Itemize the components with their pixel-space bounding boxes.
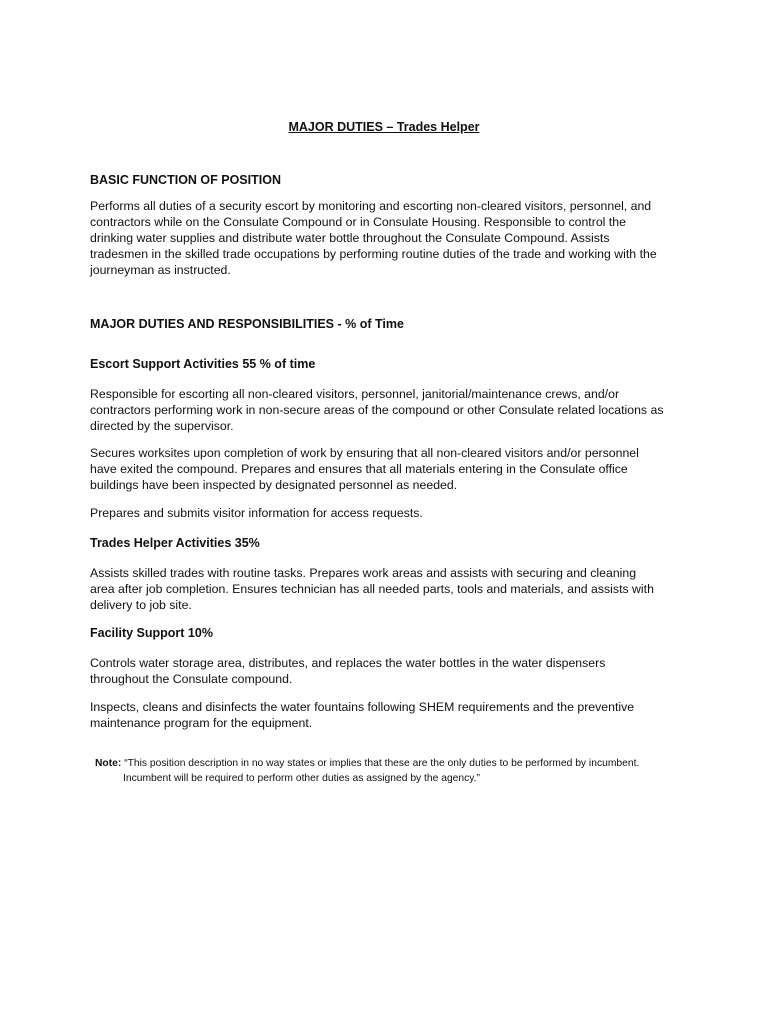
text-line: tradesmen in the skilled trade occupations by performing routine duties of the trade and working with the bbox=[90, 247, 657, 261]
text-line: Responsible for escorting all non-cleared visitors, personnel, janitorial/maintenance crews, and/or bbox=[90, 387, 620, 401]
text-line: buildings have been inspected by designated personnel as needed. bbox=[90, 478, 458, 492]
text-line: Secures worksites upon completion of work by ensuring that all non-cleared visitors and/or personnel bbox=[90, 446, 639, 460]
text-line: Inspects, cleans and disinfects the water fountains following SHEM requirements and the preventive bbox=[90, 700, 635, 714]
text-line: Prepares and submits visitor information for access requests. bbox=[90, 506, 423, 520]
paragraph-trades-1 bbox=[90, 565, 690, 613]
text-line: drinking water supplies and distribute water bottle throughout the Consulate Compound. Assists bbox=[90, 231, 610, 245]
section-heading-major-duties: MAJOR DUTIES AND RESPONSIBILITIES - % of Time bbox=[90, 317, 404, 331]
text-line: contractors while on the Consulate Compound or in Consulate Housing. Responsible to control the bbox=[90, 215, 626, 229]
paragraph-escort-2 bbox=[90, 445, 690, 493]
paragraph-facility-2 bbox=[90, 699, 690, 731]
text-line: directed by the supervisor. bbox=[90, 419, 234, 433]
disclaimer-note bbox=[95, 756, 695, 786]
paragraph-escort-3 bbox=[90, 505, 690, 521]
text-line: Controls water storage area, distributes, and replaces the water bottles in the water dispensers bbox=[90, 656, 606, 670]
text-line: journeyman as instructed. bbox=[90, 263, 231, 277]
note-label: Note: bbox=[95, 758, 122, 769]
text-line: contractors performing work in non-secure areas of the compound or other Consulate related locations as bbox=[90, 403, 664, 417]
text-line: Performs all duties of a security escort by monitoring and escorting non-cleared visitors, personnel, and bbox=[90, 199, 652, 213]
subsection-heading-facility: Facility Support 10% bbox=[90, 626, 213, 640]
text-line: throughout the Consulate compound. bbox=[90, 672, 293, 686]
text-line: delivery to job site. bbox=[90, 598, 192, 612]
document-title: MAJOR DUTIES – Trades Helper bbox=[288, 120, 480, 134]
paragraph-escort-1 bbox=[90, 386, 690, 434]
subsection-heading-escort: Escort Support Activities 55 % of time bbox=[90, 357, 316, 371]
paragraph-facility-1 bbox=[90, 655, 690, 687]
subsection-heading-trades: Trades Helper Activities 35% bbox=[90, 536, 260, 550]
section-heading-basic-function: BASIC FUNCTION OF POSITION bbox=[90, 173, 281, 187]
text-line: have exited the compound. Prepares and ensures that all materials entering in the Consulate office bbox=[90, 462, 628, 476]
note-text-line-2: Incumbent will be required to perform other duties as assigned by the agency.” bbox=[123, 773, 480, 784]
text-line: area after job completion. Ensures technician has all needed parts, tools and materials, and assists with bbox=[90, 582, 654, 596]
text-line: Assists skilled trades with routine tasks. Prepares work areas and assists with securing and cleaning bbox=[90, 566, 637, 580]
note-text-line-1: “This position description in no way states or implies that these are the only duties to be performed by incumbent. bbox=[124, 758, 640, 769]
paragraph-basic-function bbox=[90, 198, 690, 278]
text-line: maintenance program for the equipment. bbox=[90, 716, 313, 730]
